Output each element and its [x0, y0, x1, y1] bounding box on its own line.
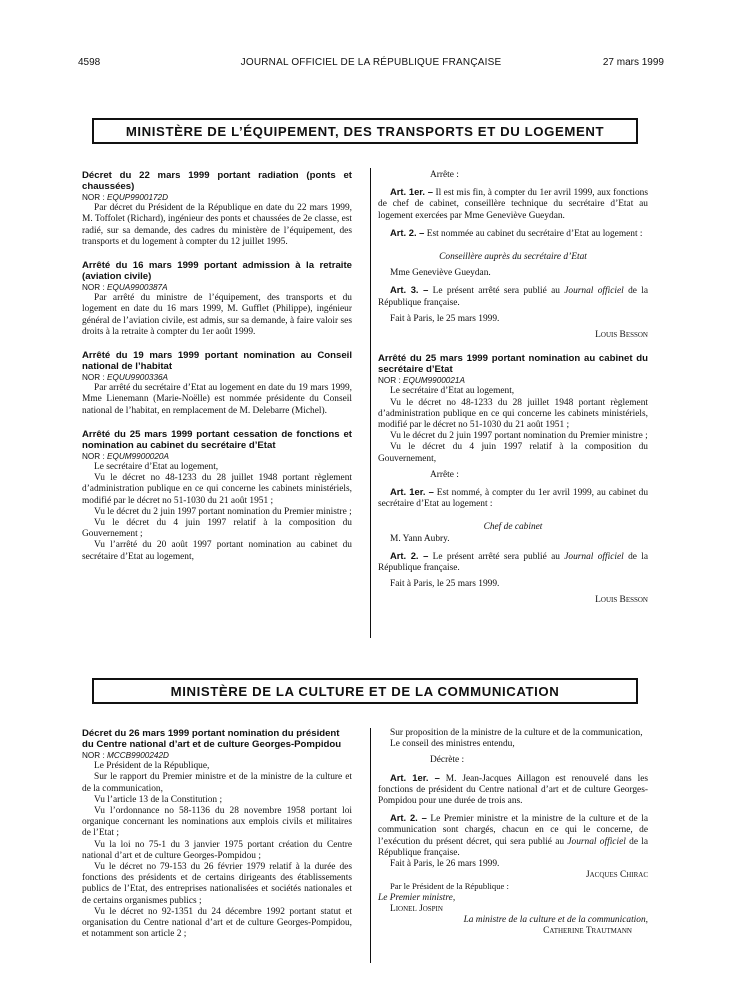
- issue-date: 27 mars 1999: [602, 57, 664, 68]
- page-number: 4598: [78, 57, 101, 68]
- signature-date: Fait à Paris, le 25 mars 1999.: [390, 313, 500, 324]
- decrete-heading: Décrète :: [430, 755, 465, 766]
- paragraph: Vu le décret no 79-153 du 26 février 1979 relatif à la durée des fonctions des présidents et de certains dirigeants des établissements publics de l’Etat, des entreprises nationalisées et sociétés nationales et de certains organismes publics ;: [82, 862, 352, 906]
- paragraph: Le conseil des ministres entendu,: [390, 739, 515, 750]
- paragraph: Vu le décret du 4 juin 1997 relatif à la composition du Gouvernement,: [378, 442, 648, 464]
- signature: Catherine Trautmann: [543, 926, 632, 937]
- journal-title: JOURNAL OFFICIEL DE LA RÉPUBLIQUE FRANÇAISE: [240, 57, 502, 68]
- paragraph: Le Président de la République,: [94, 761, 210, 772]
- article-3: Art. 3. – Le présent arrêté sera publié au Journal officiel de la République française.: [378, 284, 649, 308]
- paragraph: Vu la loi no 75-1 du 3 janvier 1975 portant création du Centre national d’art et de culture Georges-Pompidou ;: [82, 839, 352, 861]
- signatory-role: La ministre de la culture et de la communication,: [463, 915, 648, 926]
- signature: Louis Besson: [595, 595, 648, 606]
- arrete-heading: Arrête :: [430, 469, 459, 480]
- arrete-text: Par arrêté du secrétaire d’Etat au logement en date du 19 mars 1999, Mme Lienemann (Marie-Noëlle) est nommée présidente du Conseil national de l’habitat, en remplacement de M. Delebarre (Michel).: [82, 383, 352, 416]
- arrete-text: Par arrêté du ministre de l’équipement, des transports et du logement en date du 16 mars 1999, M. Gufflet (Philippe), ingénieur général de l’aviation civile, est admis, sur sa demande, à faire valoir ses droits à la retraite à compter du 1er août 1999.: [82, 293, 352, 337]
- signature-date: Fait à Paris, le 25 mars 1999.: [390, 579, 500, 590]
- appointee-name: M. Yann Aubry.: [390, 533, 450, 544]
- ministry-banner-equipement: MINISTÈRE DE L’ÉQUIPEMENT, DES TRANSPORTS ET DU LOGEMENT: [92, 118, 638, 144]
- arrete-title: Arrêté du 19 mars 1999 portant nomination au Conseil national de l’habitat: [82, 350, 352, 373]
- ministry-banner-culture: MINISTÈRE DE LA CULTURE ET DE LA COMMUNICATION: [92, 678, 638, 704]
- nor-reference: NOR : MCCB9900242D: [82, 751, 169, 760]
- arrete-title: Arrêté du 25 mars 1999 portant cessation de fonctions et nomination au cabinet du secrétaire d’Etat: [82, 428, 352, 451]
- article-1: Art. 1er. – M. Jean-Jacques Aillagon est renouvelé dans les fonctions de président du Centre national d’art et de culture Georges-Pompidou pour une durée de trois ans.: [378, 771, 649, 807]
- role-title: Chef de cabinet: [483, 522, 543, 533]
- column-divider: [370, 728, 371, 963]
- article-2: Art. 2. – Le Premier ministre et la ministre de la culture et de la communication sont chargés, chacun en ce qui le concerne, de l’exécution du présent décret, qui sera publié au Journal officiel de la République française.: [378, 812, 649, 858]
- paragraph: Vu l’ordonnance no 58-1136 du 28 novembre 1958 portant loi organique concernant les nominations aux emplois civils et militaires de l’Etat ;: [82, 806, 352, 839]
- paragraph: Vu le décret du 2 juin 1997 portant nomination du Premier ministre ;: [94, 506, 352, 517]
- section2-right-column: [378, 728, 648, 937]
- signatory-role: Le Premier ministre,: [378, 892, 456, 903]
- paragraph: Vu l’arrêté du 20 août 1997 portant nomination au cabinet du secrétaire d’Etat au logement,: [82, 540, 352, 562]
- signature: Lionel Jospin: [390, 903, 443, 914]
- paragraph: Sur proposition de la ministre de la culture et de la communication,: [390, 728, 643, 738]
- nor-reference: NOR : EQUU9900336A: [82, 373, 169, 383]
- paragraph: Vu le décret no 92-1351 du 24 décembre 1992 portant statut et organisation du Centre national d’art et de culture Georges-Pompidou, et notamment son article 2 ;: [82, 906, 352, 940]
- section1-right-column: [378, 170, 648, 607]
- signature-date: Fait à Paris, le 26 mars 1999.: [390, 859, 500, 870]
- paragraph: Vu le décret du 2 juin 1997 portant nomination du Premier ministre ;: [390, 431, 648, 442]
- appointee-name: Mme Geneviève Gueydan.: [390, 268, 491, 279]
- paragraph: Le secrétaire d’Etat au logement,: [390, 386, 515, 397]
- article-2: Art. 2. – Le présent arrêté sera publié au Journal officiel de la République française.: [378, 549, 649, 574]
- nor-reference: NOR : EQUM9900021A: [378, 376, 465, 386]
- paragraph: Vu le décret no 48-1233 du 28 juillet 1948 portant règlement d’administration publique en ce qui concerne les cabinets ministériels, modifié par le décret no 51-1030 du 21 août 1951 ;: [82, 473, 352, 506]
- nor-reference: NOR : EQUP9900172D: [82, 193, 169, 202]
- paragraph: Vu le décret no 48-1233 du 28 juillet 1948 portant règlement d’administration publique en ce qui concerne les cabinets ministériels, modifié par le décret no 51-1030 du 21 août 1951 ;: [378, 397, 648, 431]
- column-divider: [370, 168, 371, 638]
- paragraph: Sur le rapport du Premier ministre et de la ministre de la culture et de la communication,: [82, 772, 352, 794]
- arrete-heading: Arrête :: [430, 170, 459, 180]
- paragraph: Vu l’article 13 de la Constitution ;: [94, 794, 223, 805]
- signature: Jacques Chirac: [585, 870, 648, 881]
- decree-title: Décret du 22 mars 1999 portant radiation (ponts et chaussées): [82, 170, 352, 192]
- arrete-title: Arrêté du 16 mars 1999 portant admission à la retraite (aviation civile): [82, 260, 352, 283]
- article-1: Art. 1er. – Est nommé, à compter du 1er avril 1999, au cabinet du secrétaire d’Etat au logement :: [378, 486, 649, 510]
- nor-reference: NOR : EQUA9900387A: [82, 283, 168, 293]
- signature-authority: Par le Président de la République :: [390, 881, 509, 892]
- section1-left-column: [82, 170, 352, 563]
- section2-left-column: [82, 728, 352, 940]
- page-header: [78, 57, 664, 71]
- paragraph: Le secrétaire d’Etat au logement,: [94, 462, 219, 473]
- role-title: Conseillère auprès du secrétaire d’Etat: [439, 252, 587, 263]
- decree-text: Par décret du Président de la République en date du 22 mars 1999, M. Toffolet (Richard), ingénieur des ponts et chaussées de 2e classe, est radié, sur sa demande, des cadres du ministère de l’équipement, des transports et du logement à compter du 12 juillet 1995.: [82, 203, 352, 247]
- arrete-title: Arrêté du 25 mars 1999 portant nomination au cabinet du secrétaire d’Etat: [378, 353, 648, 376]
- nor-reference: NOR : EQUM9900020A: [82, 451, 169, 461]
- paragraph: Vu le décret du 4 juin 1997 relatif à la composition du Gouvernement ;: [82, 518, 352, 540]
- article-1: Art. 1er. – Il est mis fin, à compter du 1er avril 1999, aux fonctions de chef de cabinet, conseillère technique du secrétaire d’Etat au logement exercées par Mme Geneviève Gueydan.: [378, 186, 649, 221]
- signature: Louis Besson: [595, 330, 648, 341]
- decree-title: Décret du 26 mars 1999 portant nomination du président du Centre national d’art et de culture Georges-Pompidou: [82, 728, 342, 750]
- article-2: Art. 2. – Est nommée au cabinet du secrétaire d’Etat au logement :: [390, 226, 643, 239]
